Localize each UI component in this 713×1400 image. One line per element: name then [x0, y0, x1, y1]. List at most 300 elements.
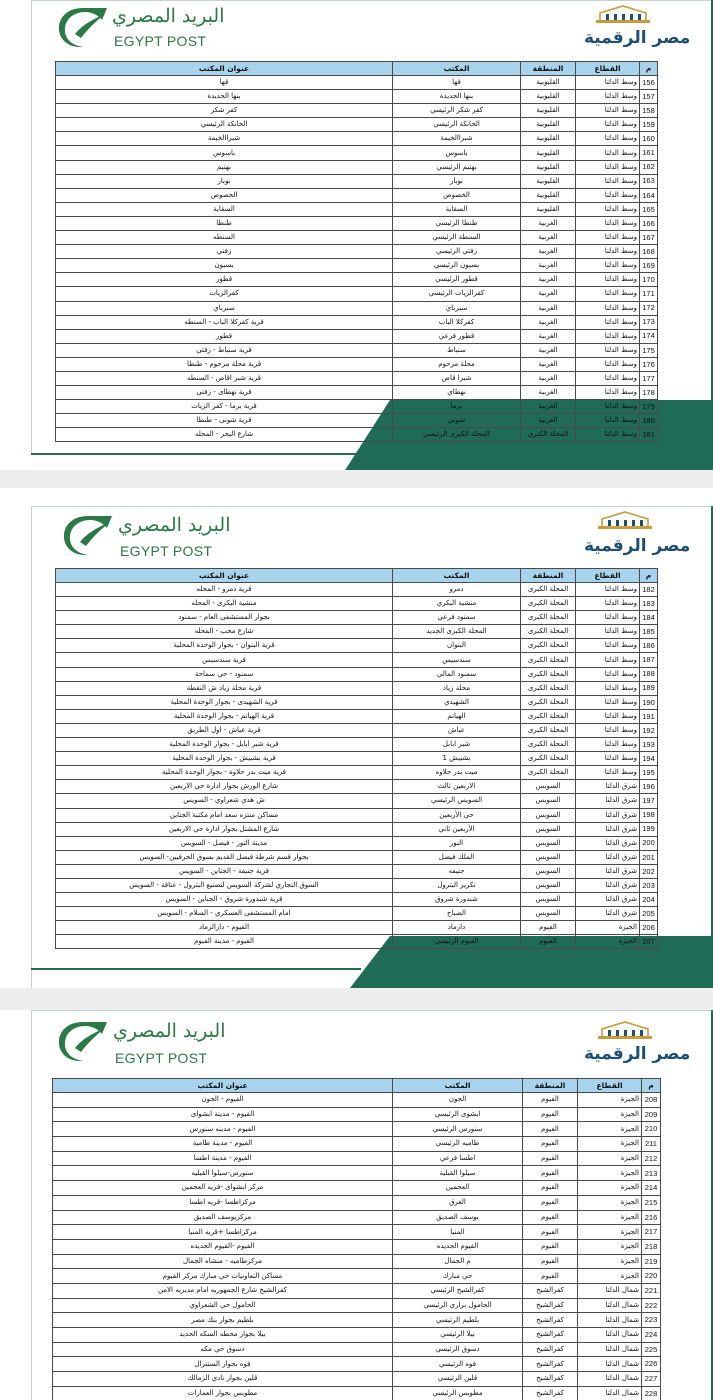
- row-number: 159: [640, 118, 658, 132]
- table-row: [53, 1283, 661, 1298]
- region-cell: القليوبية: [521, 132, 576, 146]
- row-number: 227: [642, 1372, 661, 1387]
- table-row: [56, 766, 658, 780]
- table-row: [56, 202, 658, 216]
- header-num: م: [642, 1079, 661, 1093]
- office-cell: النور: [393, 836, 521, 850]
- table-row: [53, 1137, 661, 1152]
- sector-cell: وسط الدلتا: [576, 738, 640, 752]
- office-cell: الصباح: [393, 907, 521, 921]
- address-cell: قطور: [56, 329, 393, 343]
- office-cell: اطسا فرعي: [393, 1151, 523, 1166]
- office-cell: سمنود المالي: [393, 667, 521, 681]
- address-cell: نوبار: [56, 174, 393, 188]
- header-num: م: [640, 62, 658, 76]
- table-row: [56, 935, 658, 949]
- sector-cell: وسط الدلتا: [576, 583, 640, 597]
- row-number: 178: [640, 386, 658, 400]
- sector-cell: الجيزة: [578, 1093, 642, 1108]
- address-cell: قرية كفركلا الباب - السنطه: [56, 315, 393, 329]
- sector-cell: وسط الدلتا: [576, 709, 640, 723]
- address-cell: فوه بجوار السنترال: [53, 1357, 393, 1372]
- region-cell: الغربية: [521, 315, 576, 329]
- address-cell: قرية شونى - طنطا: [56, 414, 393, 428]
- region-cell: الفيوم: [521, 935, 576, 949]
- address-cell: الفيوم - مدينة اطسا: [53, 1151, 393, 1166]
- region-cell: الفيوم: [521, 921, 576, 935]
- sector-cell: الجيزة: [578, 1181, 642, 1196]
- table-row: [56, 878, 658, 892]
- region-cell: الفيوم: [523, 1239, 578, 1254]
- region-cell: السويس: [521, 780, 576, 794]
- region-cell: القليوبية: [521, 76, 576, 90]
- table-header-row: [56, 62, 658, 76]
- office-cell: دمرو: [393, 583, 521, 597]
- region-cell: الفيوم: [523, 1195, 578, 1210]
- region-cell: الغربية: [521, 273, 576, 287]
- header-office: المكتب: [393, 62, 521, 76]
- header-office: المكتب: [393, 569, 521, 583]
- office-cell: ميت بدر حلاوه: [393, 766, 521, 780]
- office-cell: فوه الرئيسي: [393, 1357, 523, 1372]
- row-number: 187: [640, 653, 658, 667]
- row-number: 221: [642, 1283, 661, 1298]
- header-region: المنطقة: [523, 1079, 578, 1093]
- region-cell: كفرالشيخ: [523, 1357, 578, 1372]
- office-cell: قها: [393, 76, 521, 90]
- row-number: 190: [640, 695, 658, 709]
- row-number: 220: [642, 1269, 661, 1284]
- office-cell: حي مبارك: [393, 1269, 523, 1284]
- sector-cell: شرق الدلتا: [576, 893, 640, 907]
- sector-cell: شرق الدلتا: [576, 864, 640, 878]
- post-offices-table: [55, 61, 658, 442]
- office-cell: دارماد: [393, 921, 521, 935]
- sector-cell: وسط الدلتا: [576, 639, 640, 653]
- address-cell: مركزاطسا +قريه المنيا: [53, 1225, 393, 1240]
- sector-cell: وسط الدلتا: [576, 315, 640, 329]
- office-cell: م الجمال: [393, 1254, 523, 1269]
- region-cell: الغربية: [521, 343, 576, 357]
- row-number: 160: [640, 132, 658, 146]
- row-number: 171: [640, 287, 658, 301]
- address-cell: قرية البنوان - بجوار الوحدة المحلية: [56, 639, 393, 653]
- address-cell: السنطه: [56, 231, 393, 245]
- row-number: 216: [642, 1210, 661, 1225]
- row-number: 189: [640, 681, 658, 695]
- row-number: 179: [640, 400, 658, 414]
- region-cell: الغربية: [521, 259, 576, 273]
- region-cell: السويس: [521, 808, 576, 822]
- office-cell: الهياتم: [393, 709, 521, 723]
- address-cell: مركزطاميه - منشاه الجمال: [53, 1254, 393, 1269]
- region-cell: المحلة الكبرى: [521, 428, 576, 442]
- office-cell: قطور فرعي: [393, 329, 521, 343]
- office-cell: حي الأربعين: [393, 808, 521, 822]
- table-row: [56, 907, 658, 921]
- table-row: [53, 1166, 661, 1181]
- address-cell: قلين بجوار نادي الزمالك: [53, 1372, 393, 1387]
- table-row: [56, 864, 658, 878]
- egypt-post-arabic-logotype: البريد المصري: [118, 514, 231, 536]
- sector-cell: شمال الدلتا: [578, 1328, 642, 1343]
- address-cell: الخصوص: [56, 188, 393, 202]
- table-row: [56, 329, 658, 343]
- address-cell: قرية نهطاى - زفتى: [56, 386, 393, 400]
- egypt-post-arabic-logotype: البريد المصري: [113, 1020, 226, 1042]
- address-cell: سبرباي: [56, 301, 393, 315]
- address-cell: كفرالشيخ شارع الجمهوريه امام مديريه الامن: [53, 1283, 393, 1298]
- region-cell: القليوبية: [521, 118, 576, 132]
- office-cell: زفتي الرئيسي: [393, 245, 521, 259]
- region-cell: الفيوم: [523, 1210, 578, 1225]
- address-cell: بجوار قسم شرطة فيصل القديم بسوق الحرفيين- السويس: [56, 850, 393, 864]
- office-cell: دسوق الرئيسي: [393, 1342, 523, 1357]
- table-row: [56, 315, 658, 329]
- table-row: [56, 850, 658, 864]
- sector-cell: وسط الدلتا: [576, 90, 640, 104]
- region-cell: المحلة الكبرى: [521, 639, 576, 653]
- office-cell: عياش: [393, 723, 521, 737]
- region-cell: القليوبية: [521, 146, 576, 160]
- sector-cell: وسط الدلتا: [576, 667, 640, 681]
- region-cell: الغربية: [521, 287, 576, 301]
- table-row: [56, 245, 658, 259]
- document-page-1: [0, 0, 713, 470]
- post-offices-table: [52, 1078, 661, 1400]
- address-cell: قرية سنباط - زفتى: [56, 343, 393, 357]
- region-cell: الفيوم: [523, 1151, 578, 1166]
- region-cell: المحلة الكبرى: [521, 695, 576, 709]
- office-cell: البنوان: [393, 639, 521, 653]
- address-cell: قرية شبر اقاص - السنطه: [56, 371, 393, 385]
- office-cell: كفرالشيخ الرئيسي: [393, 1283, 523, 1298]
- office-cell: كفر شكر الرئيسي: [393, 104, 521, 118]
- row-number: 172: [640, 301, 658, 315]
- sector-cell: وسط الدلتا: [576, 104, 640, 118]
- sector-cell: وسط الدلتا: [576, 329, 640, 343]
- sector-cell: الجيزة: [578, 1107, 642, 1122]
- egypt-post-logo-icon: [55, 1018, 111, 1064]
- address-cell: الفيوم - مدينه سنورس: [53, 1122, 393, 1137]
- address-cell: قرية شندورة شروق - الجناين - السويس: [56, 893, 393, 907]
- address-cell: بلطيم بجوار بنك مصر: [53, 1313, 393, 1328]
- sector-cell: وسط الدلتا: [576, 752, 640, 766]
- region-cell: السويس: [521, 822, 576, 836]
- office-cell: محلة زياد: [393, 681, 521, 695]
- office-cell: بهتيم الرئيسي: [393, 160, 521, 174]
- office-cell: الفيوم الرئيسي: [393, 935, 521, 949]
- office-cell: بيلا الرئيسي: [393, 1328, 523, 1343]
- address-cell: كفرالزيات: [56, 287, 393, 301]
- region-cell: كفرالشيخ: [523, 1313, 578, 1328]
- row-number: 223: [642, 1313, 661, 1328]
- region-cell: المحلة الكبرى: [521, 723, 576, 737]
- sector-cell: شرق الدلتا: [576, 850, 640, 864]
- table-row: [56, 174, 658, 188]
- row-number: 170: [640, 273, 658, 287]
- region-cell: الفيوم: [523, 1166, 578, 1181]
- row-number: 210: [642, 1122, 661, 1137]
- office-cell: برما: [393, 400, 521, 414]
- address-cell: قرية محلة زياد ش النقطة: [56, 681, 393, 695]
- sector-cell: شمال الدلتا: [578, 1386, 642, 1400]
- region-cell: الفيوم: [523, 1137, 578, 1152]
- row-number: 173: [640, 315, 658, 329]
- table-row: [53, 1225, 661, 1240]
- sector-cell: شمال الدلتا: [578, 1283, 642, 1298]
- row-number: 207: [640, 935, 658, 949]
- address-cell: قرية محلة مرحوم - طنطا: [56, 357, 393, 371]
- address-cell: باسوس: [56, 146, 393, 160]
- address-cell: ش هدي شعراوي - السويس: [56, 794, 393, 808]
- table-row: [56, 921, 658, 935]
- address-cell: مركزيوسف الصديق: [53, 1210, 393, 1225]
- address-cell: سمنود - حي سماحة: [56, 667, 393, 681]
- table-row: [56, 301, 658, 315]
- office-cell: الفيوم الجديده: [393, 1239, 523, 1254]
- row-number: 162: [640, 160, 658, 174]
- office-cell: سيلوا القبلية: [393, 1166, 523, 1181]
- office-cell: باسوس: [393, 146, 521, 160]
- header-address: عنوان المكتب: [56, 569, 393, 583]
- row-number: 193: [640, 738, 658, 752]
- table-row: [56, 216, 658, 230]
- address-cell: مطوبس بجوار العمارات: [53, 1386, 393, 1400]
- table-row: [56, 414, 658, 428]
- table-row: [56, 386, 658, 400]
- office-cell: سمنود فرعي: [393, 611, 521, 625]
- office-cell: كفركلا الباب: [393, 315, 521, 329]
- office-cell: قطور الرئيسي: [393, 273, 521, 287]
- table-row: [53, 1181, 661, 1196]
- misr-digital-logotype: مصر الرقمية: [584, 536, 691, 556]
- sector-cell: الجيزة: [578, 1225, 642, 1240]
- region-cell: الغربية: [521, 357, 576, 371]
- sector-cell: وسط الدلتا: [576, 597, 640, 611]
- region-cell: الغربية: [521, 386, 576, 400]
- region-cell: المحلة الكبرى: [521, 681, 576, 695]
- region-cell: الفيوم: [523, 1254, 578, 1269]
- table-row: [56, 681, 658, 695]
- row-number: 183: [640, 597, 658, 611]
- sector-cell: شرق الدلتا: [576, 907, 640, 921]
- table-row: [56, 146, 658, 160]
- sector-cell: وسط الدلتا: [576, 301, 640, 315]
- sector-cell: شرق الدلتا: [576, 836, 640, 850]
- row-number: 156: [640, 76, 658, 90]
- row-number: 177: [640, 371, 658, 385]
- table-row: [56, 836, 658, 850]
- office-cell: كفرالزيات الرئيسي: [393, 287, 521, 301]
- region-cell: كفرالشيخ: [523, 1298, 578, 1313]
- table-row: [56, 723, 658, 737]
- table-row: [56, 752, 658, 766]
- region-cell: المحلة الكبرى: [521, 625, 576, 639]
- page-frame-right: [703, 506, 713, 988]
- office-cell: مطوبس الرئيسي: [393, 1386, 523, 1400]
- sector-cell: وسط الدلتا: [576, 146, 640, 160]
- egypt-post-arabic-logotype: البريد المصري: [112, 5, 225, 27]
- sector-cell: شمال الدلتا: [578, 1357, 642, 1372]
- office-cell: سنورس الرئيسي: [393, 1122, 523, 1137]
- address-cell: الفيوم - دارالرماد: [56, 921, 393, 935]
- address-cell: سنورس-سيلوا القبليه: [53, 1166, 393, 1181]
- sector-cell: الجيزة: [578, 1269, 642, 1284]
- office-cell: سنباط: [393, 343, 521, 357]
- row-number: 181: [640, 428, 658, 442]
- address-cell: شارع الورش بجوار ادارة حي الاربعين: [56, 780, 393, 794]
- sector-cell: وسط الدلتا: [576, 611, 640, 625]
- row-number: 197: [640, 794, 658, 808]
- table-row: [56, 118, 658, 132]
- office-cell: المنيا: [393, 1225, 523, 1240]
- table-row: [56, 822, 658, 836]
- address-cell: قرية برما - كفر الزيات: [56, 400, 393, 414]
- row-number: 174: [640, 329, 658, 343]
- page-separator: [0, 988, 713, 1010]
- region-cell: كفرالشيخ: [523, 1342, 578, 1357]
- sector-cell: وسط الدلتا: [576, 231, 640, 245]
- office-cell: الغرق: [393, 1195, 523, 1210]
- row-number: 165: [640, 202, 658, 216]
- address-cell: الخانكة الرئيسي: [56, 118, 393, 132]
- row-number: 212: [642, 1151, 661, 1166]
- office-cell: الشهيدي: [393, 695, 521, 709]
- region-cell: القليوبية: [521, 174, 576, 188]
- region-cell: الغربية: [521, 245, 576, 259]
- table-row: [56, 808, 658, 822]
- office-cell: المحلة الكبرى الجديد: [393, 625, 521, 639]
- region-cell: المحلة الكبرى: [521, 709, 576, 723]
- header-sector: القطاع: [576, 62, 640, 76]
- sector-cell: الجيزة: [578, 1122, 642, 1137]
- sector-cell: وسط الدلتا: [576, 343, 640, 357]
- sector-cell: الجيزة: [576, 921, 640, 935]
- office-cell: بشبيش 1: [393, 752, 521, 766]
- office-cell: السنطة الرئيسي: [393, 231, 521, 245]
- table-row: [56, 794, 658, 808]
- region-cell: القليوبية: [521, 90, 576, 104]
- address-cell: مركزاطسا -قريه اطسا: [53, 1195, 393, 1210]
- sector-cell: وسط الدلتا: [576, 414, 640, 428]
- table-row: [53, 1372, 661, 1387]
- table-header-row: [53, 1079, 661, 1093]
- row-number: 192: [640, 723, 658, 737]
- address-cell: شارع المشتل بجوار ادارة حي الاربعين: [56, 822, 393, 836]
- address-cell: الفيوم - مدينة الفيوم: [56, 935, 393, 949]
- row-number: 217: [642, 1225, 661, 1240]
- office-cell: تكرير البترول: [393, 878, 521, 892]
- sector-cell: الجيزة: [578, 1195, 642, 1210]
- region-cell: الفيوم: [523, 1225, 578, 1240]
- table-row: [56, 583, 658, 597]
- address-cell: السقاية: [56, 202, 393, 216]
- row-number: 186: [640, 639, 658, 653]
- address-cell: منشية البكرى - المحله: [56, 597, 393, 611]
- region-cell: السويس: [521, 907, 576, 921]
- table-row: [56, 132, 658, 146]
- table-row: [56, 625, 658, 639]
- row-number: 169: [640, 259, 658, 273]
- row-number: 168: [640, 245, 658, 259]
- egypt-post-english-logotype: EGYPT POST: [115, 1050, 208, 1066]
- office-cell: شوني: [393, 414, 521, 428]
- table-row: [56, 653, 658, 667]
- row-number: 157: [640, 90, 658, 104]
- office-cell: يوسف الصديق: [393, 1210, 523, 1225]
- address-cell: قرية جنيفة - الجناين - السويس: [56, 864, 393, 878]
- header-region: المنطقة: [521, 569, 576, 583]
- address-cell: قرية الهياتم - بجوار الوحدة المحلية: [56, 709, 393, 723]
- office-cell: نهطاي: [393, 386, 521, 400]
- address-cell: مساكن منتزه سعد امام مكتبة الجناين: [56, 808, 393, 822]
- table-row: [56, 76, 658, 90]
- row-number: 201: [640, 850, 658, 864]
- misr-digital-building-icon: [596, 510, 654, 530]
- table-row: [53, 1151, 661, 1166]
- table-row: [56, 104, 658, 118]
- address-cell: قرية ميت بدر حلاوة - بجوار الوحدة المحلية: [56, 766, 393, 780]
- sector-cell: الجيزة: [578, 1166, 642, 1181]
- table-header-row: [56, 569, 658, 583]
- address-cell: شارع محب - المحله: [56, 625, 393, 639]
- sector-cell: شمال الدلتا: [578, 1313, 642, 1328]
- row-number: 215: [642, 1195, 661, 1210]
- row-number: 184: [640, 611, 658, 625]
- header-address: عنوان المكتب: [53, 1079, 393, 1093]
- office-cell: شبرا قاص: [393, 371, 521, 385]
- sector-cell: وسط الدلتا: [576, 216, 640, 230]
- header-sector: القطاع: [576, 569, 640, 583]
- office-cell: بلطيم الرئيسي: [393, 1313, 523, 1328]
- misr-digital-building-icon: [594, 4, 652, 24]
- sector-cell: وسط الدلتا: [576, 259, 640, 273]
- region-cell: المحلة الكبرى: [521, 583, 576, 597]
- row-number: 163: [640, 174, 658, 188]
- region-cell: الغربية: [521, 231, 576, 245]
- office-cell: قلين الرئيسي: [393, 1372, 523, 1387]
- office-cell: شبر ابابل: [393, 738, 521, 752]
- region-cell: الفيوم: [523, 1269, 578, 1284]
- table-row: [56, 188, 658, 202]
- region-cell: كفرالشيخ: [523, 1283, 578, 1298]
- row-number: 218: [642, 1239, 661, 1254]
- row-number: 224: [642, 1328, 661, 1343]
- table-row: [53, 1342, 661, 1357]
- sector-cell: الجيزة: [578, 1137, 642, 1152]
- table-row: [56, 259, 658, 273]
- table-row: [56, 90, 658, 104]
- sector-cell: شمال الدلتا: [578, 1298, 642, 1313]
- region-cell: المحلة الكبرى: [521, 766, 576, 780]
- region-cell: الغربية: [521, 371, 576, 385]
- sector-cell: وسط الدلتا: [576, 245, 640, 259]
- region-cell: الغربية: [521, 414, 576, 428]
- row-number: 185: [640, 625, 658, 639]
- region-cell: القليوبية: [521, 202, 576, 216]
- office-cell: محلة مرحوم: [393, 357, 521, 371]
- office-cell: نوبار: [393, 174, 521, 188]
- office-cell: بسيون الرئيسي: [393, 259, 521, 273]
- sector-cell: الجيزة: [578, 1254, 642, 1269]
- sector-cell: الجيزة: [578, 1151, 642, 1166]
- address-cell: قها: [56, 76, 393, 90]
- address-cell: قرية بشبيش - بجوار الوحدة المحلية: [56, 752, 393, 766]
- sector-cell: الجيزة: [576, 935, 640, 949]
- row-number: 166: [640, 216, 658, 230]
- table-row: [56, 343, 658, 357]
